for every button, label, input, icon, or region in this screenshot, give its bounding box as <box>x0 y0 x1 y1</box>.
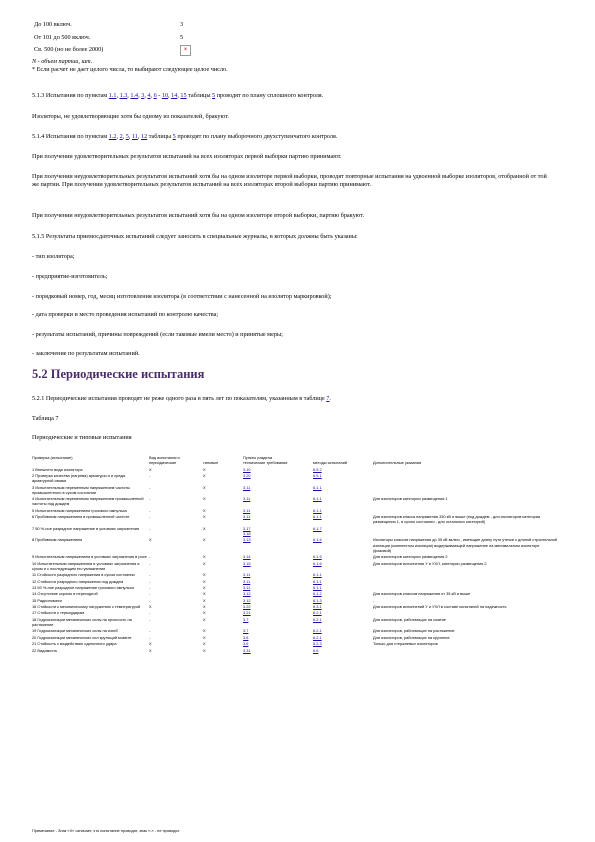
row-requirement-link[interactable]: 3.6 <box>243 641 249 647</box>
row-typical: X <box>203 616 206 622</box>
row-periodic-cell <box>149 473 203 485</box>
row-name-cell <box>32 485 149 497</box>
row-name: 8 Пробивным напряжением <box>32 537 83 543</box>
row-requirement-link[interactable]: 3.31 <box>243 647 251 653</box>
link[interactable]: 1.2 <box>108 133 117 140</box>
sample-size-table <box>32 18 197 58</box>
row-typical: X <box>203 610 206 616</box>
row-method-link[interactable]: 6.6 <box>313 647 319 653</box>
note-n <box>32 58 552 66</box>
row-note-cell <box>373 496 560 508</box>
row-periodic: - <box>149 560 151 566</box>
table-footnote: Примечание - Знак «X» означает, что испытание проводят, знак «-» - не проводят. <box>32 828 180 833</box>
note-star: * Если расчет не дает целого числа, то выбирают следующее целое число. <box>32 66 228 73</box>
note-n-text: N - объем партии, шт. <box>32 58 93 65</box>
header-kind-top: Вид испытания и <box>149 455 180 460</box>
sample-row <box>34 20 195 31</box>
list-item: - дата проверки и место проведения испытаний по контролю качества; <box>32 311 219 318</box>
row-periodic: - <box>149 554 151 560</box>
row-typical: X <box>203 525 206 531</box>
row-note: Для изоляторов, работающих на сжатие <box>373 616 446 622</box>
row-method-link[interactable]: 6.2.1 <box>313 616 322 622</box>
row-method-link[interactable]: 6.1.1 <box>313 584 322 590</box>
row-note-cell <box>373 526 560 538</box>
row-periodic-cell <box>149 496 203 508</box>
row-typical-cell <box>203 473 243 485</box>
row-requirement-link[interactable]: 3.22 <box>243 604 251 610</box>
row-periodic: - <box>149 616 151 622</box>
row-typical-cell <box>203 561 243 573</box>
row-name: 3 Испытательным переменным напряжением частоты промышленного в сухом состоянии <box>32 484 130 495</box>
table-row <box>32 473 560 485</box>
row-method-link[interactable]: 6.1.6 <box>313 560 322 566</box>
header-method <box>313 455 373 467</box>
paragraph-513: 5.1.3 Испытания по пунктам 1.1, 1.3, 1.4, 3, 4, 6 - 10, 14, 15 таблицы 5 проводят по плану сплошного контроля. <box>32 92 324 99</box>
row-method-link[interactable]: 6.5.1 <box>313 472 322 478</box>
header-kind2-text: типовые <box>203 460 219 466</box>
row-requirement-link-cell <box>243 496 313 508</box>
row-typical: X <box>203 496 206 502</box>
row-typical: X <box>203 554 206 560</box>
paragraph-514b: При получении удовлетворительных результатов испытаний на всех изоляторах первой выборки партию принимают. <box>32 153 342 160</box>
p521-text: . <box>329 395 331 402</box>
link[interactable]: 1.4 <box>130 92 139 99</box>
header-note <box>373 455 560 467</box>
table-row <box>32 485 560 497</box>
row-typical-cell <box>203 514 243 526</box>
row-periodic-cell <box>149 514 203 526</box>
table-link[interactable]: 5 <box>212 92 216 99</box>
row-typical: X <box>203 572 206 578</box>
row-periodic-cell <box>149 617 203 629</box>
row-name: 14 Отсутствие короны в переходной <box>32 591 98 597</box>
row-requirement-link[interactable]: 3.21 <box>243 610 251 616</box>
row-name-cell <box>32 514 149 526</box>
row-name: 2 Проверка качества (нагрева) арматуры и и среды арматурной связки <box>32 472 126 484</box>
row-name: 10 Испытательным напряжением в условиях загрязнения в сухом и с последующим его увлажнении <box>32 560 140 571</box>
row-method-link-cell <box>313 617 373 629</box>
row-name-cell <box>32 473 149 485</box>
row-note-cell <box>373 648 560 654</box>
row-periodic: - <box>149 525 151 531</box>
row-periodic-cell <box>149 648 203 654</box>
row-typical: X <box>203 634 206 640</box>
sample-row <box>34 45 195 56</box>
row-note-cell <box>373 537 560 554</box>
link[interactable]: 3 <box>141 92 145 99</box>
row-name: 16 Стойкости к механическому нагружению с температурой <box>32 604 141 610</box>
row-requirement-link-cell <box>243 648 313 654</box>
row-method-link[interactable]: 6.2.1 <box>313 628 322 634</box>
row-name-cell <box>32 526 149 538</box>
row-periodic: X <box>149 604 152 610</box>
row-method-link[interactable]: 6.1.3 <box>313 597 322 603</box>
row-periodic: - <box>149 634 151 640</box>
paragraph-515: 5.1.5 Результаты приемосдаточных испытаний следует заносить в специальные журналы, в которых должны быть указаны: <box>32 233 358 240</box>
sample-row-value: 3 <box>180 21 184 28</box>
header-method-text: методы испытаний <box>313 460 348 466</box>
row-name-cell <box>32 617 149 629</box>
row-name: 9 Испытательным напряжением в условиях загрязнения в росе <box>32 554 147 560</box>
row-note: Для изоляторов категории размещения 1 <box>373 496 448 502</box>
table-row <box>32 514 560 526</box>
row-name: 21 Стойкость к воздействию одиночного удара <box>32 641 117 647</box>
row-requirement-link-cell <box>243 485 313 497</box>
row-requirement-link[interactable]: 3.17 3.18 <box>243 525 251 536</box>
table-body <box>32 467 560 654</box>
row-periodic: - <box>149 591 151 597</box>
row-method-link[interactable]: 6.1.1 <box>313 514 322 520</box>
row-requirement-link[interactable]: 3.8 <box>243 634 249 640</box>
row-typical: X <box>203 507 206 513</box>
row-requirement-link[interactable]: 3.11 <box>243 484 251 490</box>
row-name-cell <box>32 561 149 573</box>
sample-row-label: До 100 включ. <box>34 21 72 28</box>
row-method-link[interactable]: 6.1.4 <box>313 537 322 543</box>
row-method-link[interactable]: 6.1.5 <box>313 554 322 560</box>
row-method-link[interactable]: 6.1.1 <box>313 484 322 490</box>
link[interactable]: 4 <box>147 92 151 99</box>
row-periodic-cell <box>149 537 203 554</box>
p513-text: 5.1.3 Испытания по пунктам <box>32 92 109 99</box>
table-row <box>32 617 560 629</box>
row-periodic: X <box>149 641 152 647</box>
row-periodic: - <box>149 472 151 478</box>
row-typical-cell <box>203 617 243 629</box>
row-name: 19 Гидроизоляции механических силы на изгиб <box>32 628 118 634</box>
row-periodic: - <box>149 578 151 584</box>
header-name: Проверка (испытание) <box>32 455 73 460</box>
table-header-row <box>32 455 560 467</box>
header-points-top: Пункты раздела <box>243 455 273 460</box>
row-method-link[interactable]: 6.1.2 <box>313 591 322 597</box>
header-kind2 <box>203 455 243 467</box>
row-name: 22 Видимость <box>32 647 58 653</box>
sample-row-label: От 101 до 500 включ. <box>34 33 91 41</box>
periodic-tests-table <box>32 455 560 654</box>
section-heading: 5.2 Периодические испытания <box>32 367 205 381</box>
row-periodic: - <box>149 597 151 603</box>
row-typical-cell <box>203 537 243 554</box>
row-note: Только для стержневых изоляторов <box>373 641 438 647</box>
row-typical: X <box>203 472 206 478</box>
row-periodic: - <box>149 610 151 616</box>
row-requirement-link[interactable]: 3.20 <box>243 472 251 478</box>
row-note-cell <box>373 485 560 497</box>
row-typical-cell <box>203 526 243 538</box>
row-requirement-link[interactable]: 3.15 <box>243 560 251 566</box>
row-name: 18 Гидроизоляции механических силы на прочность на растяжение <box>32 616 132 628</box>
row-typical: X <box>203 628 206 634</box>
row-method-link[interactable]: 6.1.1 <box>313 572 322 578</box>
row-name: 17 Стойкости к термоударам <box>32 610 85 616</box>
row-periodic-cell <box>149 526 203 538</box>
row-periodic: X <box>149 537 152 543</box>
row-note-cell <box>373 561 560 573</box>
row-typical: X <box>203 591 206 597</box>
row-typical: X <box>203 466 206 472</box>
list-item: - заключение по результатам испытаний. <box>32 350 140 357</box>
row-method-link[interactable]: 6.5.2 <box>313 466 322 472</box>
row-requirement-link-cell <box>243 514 313 526</box>
row-typical-cell <box>203 648 243 654</box>
row-method-link-cell <box>313 514 373 526</box>
row-name-cell <box>32 537 149 554</box>
p513-text: проводят по плану сплошного контроля. <box>215 92 324 99</box>
row-periodic: - <box>149 628 151 634</box>
row-method-link-cell <box>313 526 373 538</box>
table-title: Периодические и типовые испытания <box>32 434 132 441</box>
row-name: 20 Гидроизоляции механических сил крутящий момент <box>32 634 132 640</box>
row-requirement-link[interactable]: 3.12 <box>243 591 251 597</box>
row-name: 4 Испытательным переменным напряжением промышленной частоты под дождем <box>32 496 144 507</box>
paragraph-521 <box>32 395 552 403</box>
row-periodic: - <box>149 514 151 520</box>
sample-row <box>34 33 195 44</box>
row-name-cell <box>32 496 149 508</box>
paragraph-514: 5.1.4 Испытания по пунктам 1.2, 2, 5, 11, 12 таблицы 5 проводят по плану выборочного двухступенчатого контроля. <box>32 133 338 140</box>
table-caption: Таблица 7 <box>32 415 59 422</box>
list-item: - порядковый номер, год, месяц изготовления изолятора (в соответствии с нанесенной на изолятор маркировкой); <box>32 293 332 300</box>
row-periodic: - <box>149 484 151 490</box>
link[interactable]: 6 <box>153 92 157 99</box>
row-method-link-cell <box>313 473 373 485</box>
row-typical: X <box>203 514 206 520</box>
row-method-link-cell <box>313 496 373 508</box>
row-requirement-link[interactable]: 3.11 <box>243 514 251 520</box>
row-name: 13 50 %-ное разрядное напряжение грозового импульса <box>32 584 134 590</box>
row-periodic: - <box>149 584 151 590</box>
row-typical-cell <box>203 485 243 497</box>
row-typical: X <box>203 647 206 653</box>
row-periodic-cell <box>149 485 203 497</box>
table-row <box>32 561 560 573</box>
table-link[interactable]: 7 <box>326 395 330 402</box>
header-kind-bottom: периодические <box>149 460 177 466</box>
row-name: 7 50 %-ное разрядное напряжение в условиях загрязнения <box>32 525 140 531</box>
row-method-link[interactable]: 6.1.1 <box>313 507 322 513</box>
link[interactable]: 1.3 <box>119 92 128 99</box>
row-note: Для изоляторов исполнения У и УХЛ, категории размещения 2 <box>373 560 487 566</box>
table-row <box>32 496 560 508</box>
row-name: 6 Пробивным напряжением в промышленной частоте <box>32 514 130 520</box>
link[interactable]: 2 <box>119 133 123 140</box>
header-kind <box>149 455 203 467</box>
p521-text: 5.2.1 Периодические испытания проводят не реже одного раза в пять лет по показателям, указанным в таблице <box>32 395 327 402</box>
row-typical: X <box>203 560 206 566</box>
row-requirement-link[interactable]: 3.7 <box>243 628 249 634</box>
row-periodic: X <box>149 466 152 472</box>
row-typical: X <box>203 584 206 590</box>
table-link[interactable]: 5 <box>172 133 176 140</box>
row-name: 5 Испытательным напряжением грозового импульса <box>32 507 127 513</box>
row-name: 12 Стойкости разрядного напряжения под дождем <box>32 578 124 584</box>
row-requirement-link-cell <box>243 617 313 629</box>
row-requirement-link-cell <box>243 473 313 485</box>
paragraph-513b: Изоляторы, не удовлетворяющие хотя бы одному из показателей, бракуют. <box>32 113 229 120</box>
row-typical: X <box>203 537 206 543</box>
row-requirement-link[interactable]: 3.11 <box>243 507 251 513</box>
link[interactable]: 10 <box>161 92 169 99</box>
row-periodic: - <box>149 496 151 502</box>
row-note-cell <box>373 473 560 485</box>
row-method-link-cell <box>313 561 373 573</box>
row-method-link[interactable]: 6.2.1 <box>313 634 322 640</box>
row-requirement-link-cell <box>243 537 313 554</box>
row-method-link[interactable]: 6.2.1 <box>313 610 322 616</box>
row-requirement-link[interactable]: 3.12 <box>243 597 251 603</box>
table-row <box>32 526 560 538</box>
row-name: 11 Стойкости разрядного напряжения в сухом состоянии <box>32 572 135 578</box>
row-note: Для изоляторов класса напряжения 330 кВ и выше (под дождем - для изоляторов категории размещения 1, в сухом состоянии - для остальных категорий) <box>373 514 541 525</box>
header-points <box>243 455 313 467</box>
row-periodic-cell <box>149 561 203 573</box>
row-note: Для изоляторов, работающих на кручение <box>373 634 450 640</box>
p514-text: 5.1.4 Испытания по пунктам <box>32 133 109 140</box>
row-typical: X <box>203 578 206 584</box>
row-note: Для изоляторов классов напряжения от 35 кВ и выше <box>373 591 471 597</box>
row-typical: X <box>203 484 206 490</box>
table-row <box>32 537 560 554</box>
paragraph-514c: При получении неудовлетворительных результатов испытаний хотя бы на одном изоляторе первой выборки, проводят повторные испытания на удвоенной выборке изоляторов, отобранной от той же партии. При получении удовлетворительных результатов испытаний на всех изоляторах второй выборки партию принимают. <box>32 173 547 188</box>
row-name: 1 Внешнего вида изолятора <box>32 466 83 472</box>
row-periodic: - <box>149 572 151 578</box>
row-method-link-cell <box>313 537 373 554</box>
row-typical-cell <box>203 496 243 508</box>
link[interactable]: 12 <box>141 133 148 140</box>
row-method-link[interactable]: 6.1.1 <box>313 578 322 584</box>
row-method-link[interactable]: 6.2.3 <box>313 641 322 647</box>
row-periodic: X <box>149 647 152 653</box>
sample-row-value: 5 <box>180 33 184 41</box>
p513-text: таблицы <box>186 92 213 99</box>
link[interactable]: 1.1 <box>108 92 117 99</box>
header-note-text: Дополнительные указания <box>373 460 422 466</box>
row-note: Для изоляторов, работающих на растяжение <box>373 628 455 634</box>
row-typical: X <box>203 597 206 603</box>
row-requirement-link[interactable]: 3.14 <box>243 554 251 560</box>
row-method-link[interactable]: 6.1.7 <box>313 525 322 531</box>
list-item: - результаты испытаний, причины повреждений (если таковые имели место) и принятые меры; <box>32 331 283 338</box>
row-note: Для изоляторов категории размещения 2 <box>373 554 448 560</box>
row-note: - <box>373 597 375 603</box>
row-method-link[interactable]: 6.3.1 <box>313 604 322 610</box>
row-requirement-link[interactable]: 3.11 <box>243 584 251 590</box>
row-name: 15 Радиопомехи <box>32 597 62 603</box>
row-method-link[interactable]: 6.1.1 <box>313 496 322 502</box>
link[interactable]: 11 <box>131 133 138 140</box>
broken-image-icon: × <box>180 45 191 56</box>
link[interactable]: 15 <box>180 92 187 99</box>
row-typical: X <box>203 604 206 610</box>
row-note-cell <box>373 617 560 629</box>
row-method-link-cell <box>313 648 373 654</box>
paragraph-514d: При получении неудовлетворительных результатов испытаний хотя бы на одном изоляторе второй выборки, партию бракуют. <box>32 212 365 219</box>
row-periodic: - <box>149 507 151 513</box>
row-requirement-link[interactable]: 3.13 <box>243 537 251 543</box>
table-row <box>32 648 560 654</box>
header-points-req: технические требования <box>243 460 288 466</box>
row-requirement-link[interactable]: 3.11 <box>243 496 251 502</box>
row-typical: X <box>203 641 206 647</box>
link[interactable]: 14 <box>171 92 178 99</box>
row-note: Для изоляторов исполнений У и УХЛ в составе испытаний на надежность <box>373 604 507 610</box>
list-item: - предприятие-изготовитель; <box>32 273 108 280</box>
p514-text: проводят по плану выборочного двухступенчатого контроля. <box>175 133 338 140</box>
row-requirement-link-cell <box>243 526 313 538</box>
row-note-cell <box>373 514 560 526</box>
row-requirement-link[interactable]: 3.11 <box>243 578 251 584</box>
row-name-cell <box>32 648 149 654</box>
row-requirement-link[interactable]: 3.10 <box>243 466 251 472</box>
row-requirement-link-cell <box>243 561 313 573</box>
sample-row-label: Св. 500 (но не более 2000) <box>34 46 104 53</box>
p514-text: таблицы <box>147 133 173 140</box>
row-note: Изоляторы классов напряжения до 35 кВ включ., имеющие длину пути утечки с длиной строительной изоляции (комплектом изоляции) выдерживающей напряжение на минимальном изоляторе (фазовой) <box>373 537 558 553</box>
row-method-link-cell <box>313 485 373 497</box>
list-item: - тип изолятора; <box>32 253 75 260</box>
row-requirement-link[interactable]: 3.11 <box>243 572 251 578</box>
link[interactable]: 5 <box>125 133 129 140</box>
row-requirement-link[interactable]: 3.7 <box>243 616 249 622</box>
